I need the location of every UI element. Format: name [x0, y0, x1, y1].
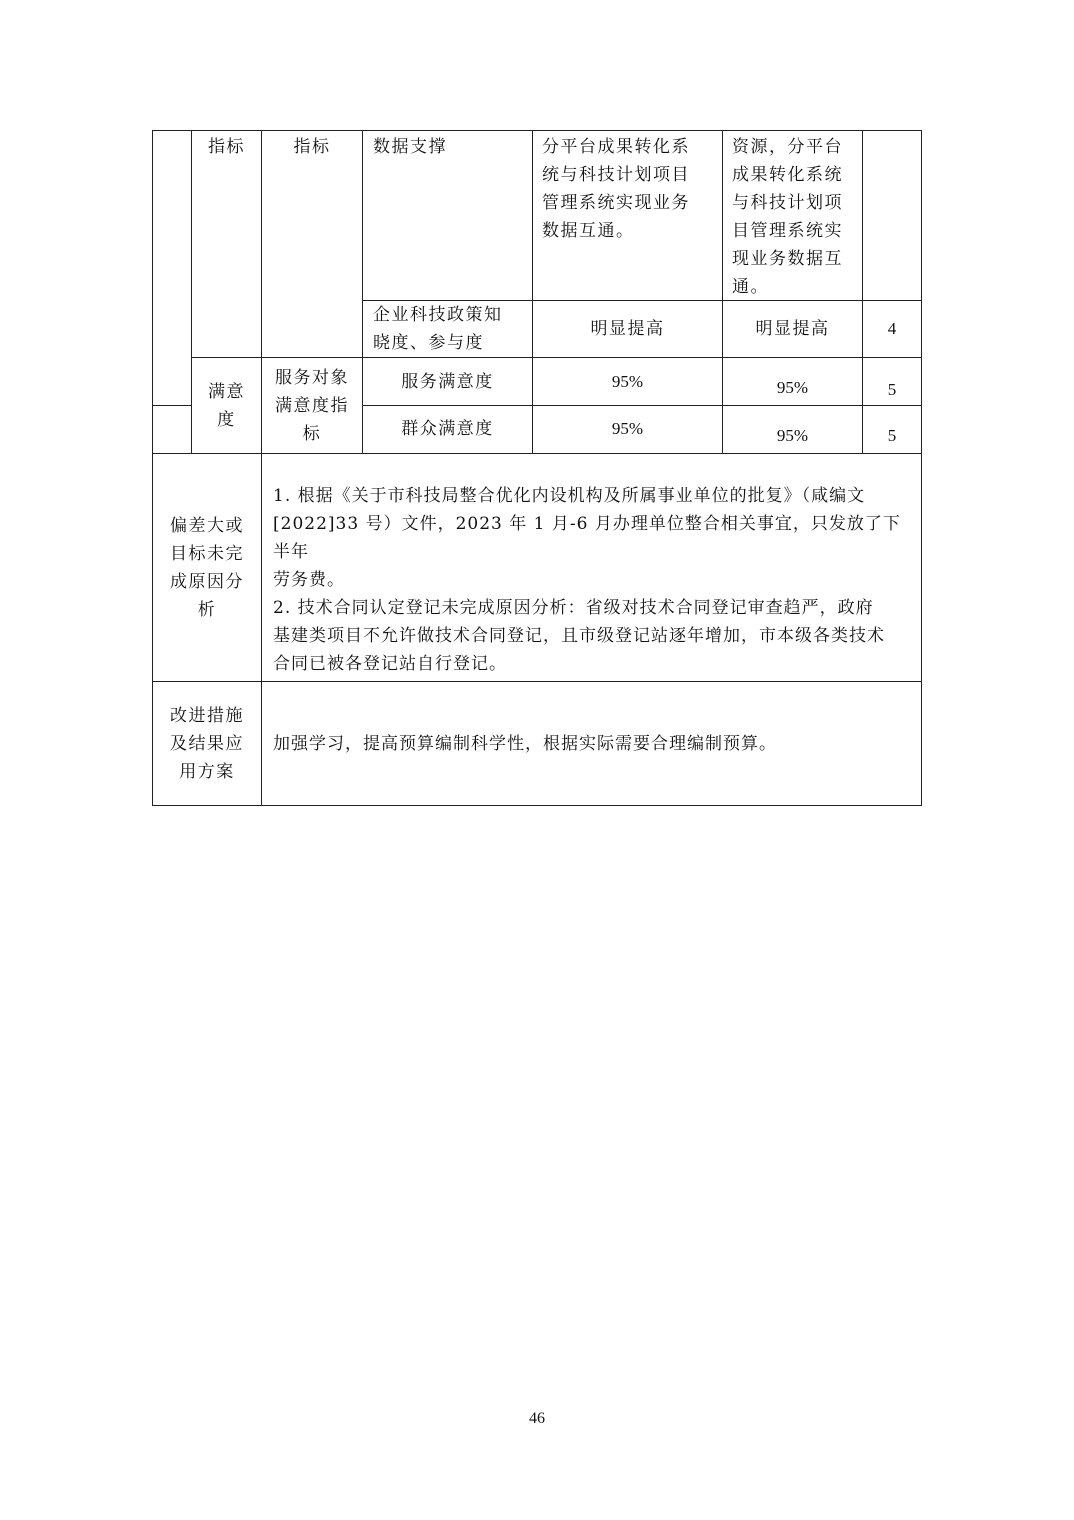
- policy-awareness-name: 企业科技政策知 晓度、参与度: [373, 305, 503, 353]
- table-line-row4a: [152, 405, 192, 406]
- page-number: 46: [529, 1410, 545, 1427]
- table-border-bottom: [152, 805, 922, 806]
- table-border-top: [152, 130, 922, 131]
- public-satisfaction-target: 95%: [611, 419, 644, 438]
- table-line-row6: [152, 681, 922, 682]
- deviation-analysis-content: 1. 根据《关于市科技局整合优化内设机构及所属事业单位的批复》（咸编文 [2022]33 号）文件，2023 年 1 月-6 月办理单位整合相关事宜，只发放了下半年 劳务费。 2. 技术合同认定登记未完成原因分析：省级对技术合同登记审查趋严，政府 基建类项目不允许做技术合同登记，且市级登记站逐年增加，市本级各类技术 合同已被各登记站自行登记。: [273, 486, 901, 674]
- improvement-measures-content: 加强学习，提高预算编制科学性，根据实际需要合理编制预算。: [273, 734, 777, 754]
- policy-awareness-score: 4: [887, 319, 897, 338]
- indicator-name-cell: 数据支撑: [373, 137, 447, 157]
- table-line-row3: [191, 357, 922, 358]
- table-line-col3: [261, 130, 262, 806]
- actual-value-cell: 资源，分平台 成果转化系统 与科技计划项 目管理系统实 现业务数据互 通。: [732, 137, 843, 297]
- service-satisfaction-actual: 95%: [776, 378, 809, 397]
- service-satisfaction-target: 95%: [611, 372, 644, 391]
- target-value-cell: 分平台成果转化系 统与科技计划项目 管理系统实现业务 数据互通。: [542, 137, 690, 241]
- public-satisfaction-name: 群众满意度: [401, 419, 494, 439]
- improvement-measures-label: 改进措施 及结果应 用方案: [170, 706, 244, 782]
- satisfaction-category: 满意 度: [208, 382, 245, 430]
- table-line-row5: [152, 453, 922, 454]
- service-satisfaction-name: 服务满意度: [401, 372, 494, 392]
- table-line-row4b: [362, 405, 922, 406]
- public-satisfaction-actual: 95%: [776, 426, 809, 445]
- satisfaction-indicator-group: 服务对象 满意度指 标: [275, 368, 349, 444]
- policy-awareness-actual: 明显提高: [755, 319, 830, 339]
- policy-awareness-target: 明显提高: [590, 319, 665, 339]
- indicator-level3-cell: 指标: [293, 137, 331, 157]
- public-satisfaction-score: 5: [887, 426, 897, 445]
- deviation-analysis-label: 偏差大或 目标未完 成原因分 析: [170, 516, 244, 620]
- indicator-level2-cell: 指标: [208, 137, 245, 157]
- table-border-right: [921, 130, 922, 806]
- service-satisfaction-score: 5: [887, 380, 897, 399]
